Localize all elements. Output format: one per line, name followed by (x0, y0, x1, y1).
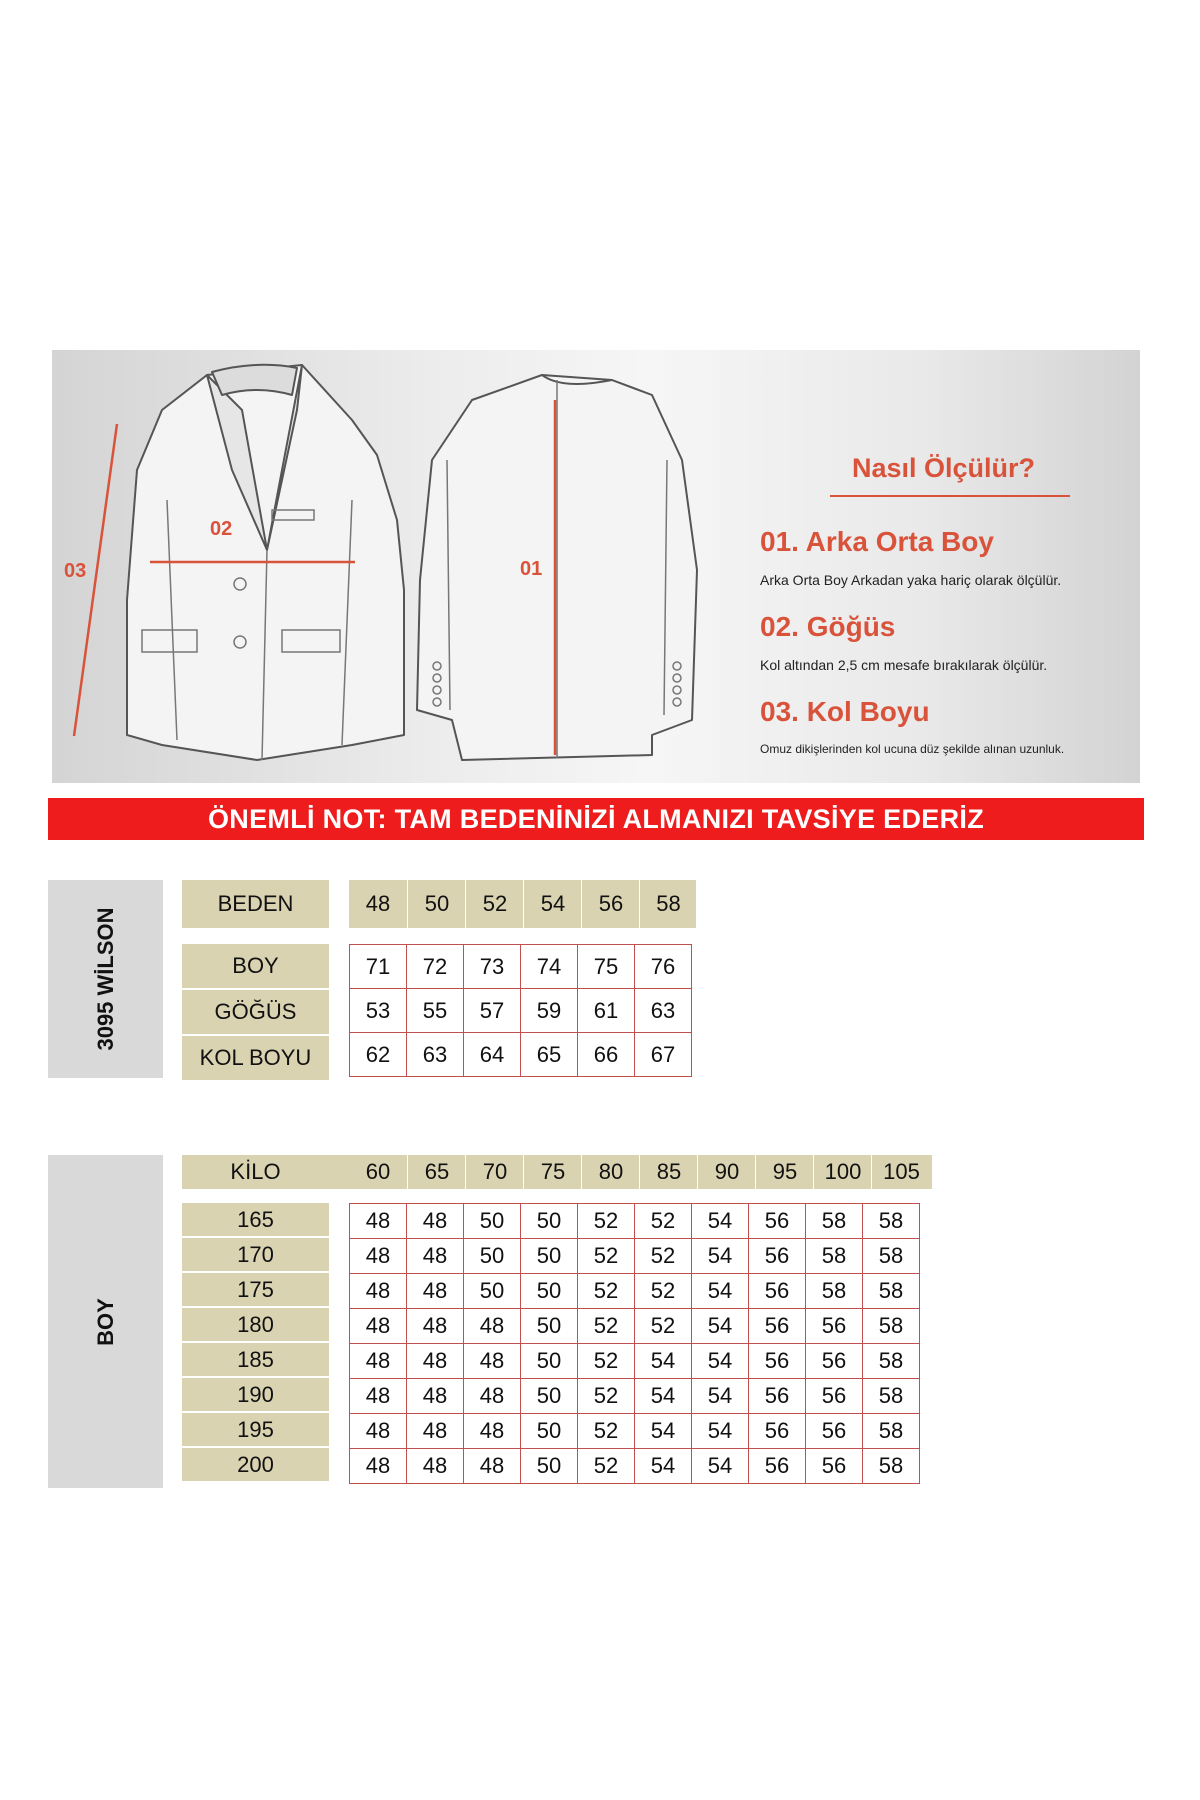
height-row-label: 165 (182, 1203, 329, 1236)
table-cell: 48 (464, 1379, 521, 1414)
table-cell: 57 (464, 989, 521, 1033)
table-cell: 54 (635, 1379, 692, 1414)
table-cell: 50 (464, 1204, 521, 1239)
table-cell: 48 (407, 1449, 464, 1484)
table-cell: 48 (407, 1309, 464, 1344)
table-cell: 54 (692, 1449, 749, 1484)
table-cell: 48 (464, 1414, 521, 1449)
table-row (350, 1033, 692, 1077)
size-header-cell: 58 (639, 880, 697, 928)
table-cell: 50 (521, 1379, 578, 1414)
table-cell: 59 (521, 989, 578, 1033)
step-3-title: 03. Kol Boyu (760, 696, 930, 727)
table-cell: 50 (521, 1449, 578, 1484)
table-cell: 56 (749, 1204, 806, 1239)
table-cell: 58 (863, 1309, 920, 1344)
table-cell: 52 (578, 1204, 635, 1239)
table-cell: 58 (863, 1274, 920, 1309)
table-cell: 56 (749, 1239, 806, 1274)
table-cell: 56 (806, 1414, 863, 1449)
table-cell: 56 (806, 1309, 863, 1344)
size-header-cell: 54 (523, 880, 582, 928)
table-cell: 56 (749, 1414, 806, 1449)
table-cell: 54 (692, 1204, 749, 1239)
size-header-cell: 50 (407, 880, 466, 928)
step-2-title: 02. Göğüs (760, 611, 896, 642)
step-1-desc: Arka Orta Boy Arkadan yaka hariç olarak ölçülür. (760, 572, 1062, 588)
weight-header-cell: 100 (813, 1155, 872, 1189)
table-cell: 48 (464, 1344, 521, 1379)
table-cell: 58 (863, 1204, 920, 1239)
table-row (350, 1204, 920, 1239)
table-cell: 54 (635, 1414, 692, 1449)
table-cell: 52 (635, 1309, 692, 1344)
table-cell: 54 (692, 1239, 749, 1274)
table-cell: 54 (692, 1274, 749, 1309)
table-cell: 53 (350, 989, 407, 1033)
measurement-guide (52, 350, 1140, 783)
table-row (350, 989, 692, 1033)
table-cell: 50 (521, 1309, 578, 1344)
table-cell: 50 (521, 1239, 578, 1274)
table-cell: 56 (806, 1344, 863, 1379)
step-2-desc: Kol altından 2,5 cm mesafe bırakılarak ölçülür. (760, 657, 1048, 673)
table-cell: 48 (350, 1274, 407, 1309)
table-cell: 62 (350, 1033, 407, 1077)
table-cell: 72 (407, 945, 464, 989)
height-row-label: 190 (182, 1378, 329, 1411)
height-row-label: 170 (182, 1238, 329, 1271)
weight-header-label-cell (182, 1155, 349, 1189)
table-cell: 76 (635, 945, 692, 989)
weight-header-cell: 65 (407, 1155, 466, 1189)
weight-header-cell: 85 (639, 1155, 698, 1189)
table-cell: 48 (407, 1274, 464, 1309)
table-cell: 56 (806, 1449, 863, 1484)
height-row-label: 195 (182, 1413, 329, 1446)
table-cell: 48 (407, 1204, 464, 1239)
title-underline (830, 495, 1070, 497)
table-cell: 64 (464, 1033, 521, 1077)
model-name: 3095 WİLSON (92, 907, 118, 1051)
size-measurement-grid (349, 944, 692, 1077)
weight-header-cell: 60 (365, 1159, 391, 1184)
table-cell: 50 (521, 1204, 578, 1239)
label-02: 02 (210, 518, 233, 540)
table-cell: 54 (692, 1309, 749, 1344)
table-cell: 48 (407, 1414, 464, 1449)
table-cell: 56 (749, 1309, 806, 1344)
size-header-cell: 56 (581, 880, 640, 928)
table-cell: 50 (464, 1274, 521, 1309)
table-cell: 52 (635, 1274, 692, 1309)
table-cell: 58 (863, 1449, 920, 1484)
table-row (350, 1344, 920, 1379)
weight-size-grid (349, 1203, 920, 1484)
table-cell: 71 (350, 945, 407, 989)
table-cell: 48 (350, 1379, 407, 1414)
table-cell: 48 (407, 1379, 464, 1414)
size-header-label: BEDEN (217, 891, 294, 916)
table-cell: 48 (464, 1449, 521, 1484)
table-row (350, 1379, 920, 1414)
table-row (350, 1274, 920, 1309)
table-cell: 48 (350, 1344, 407, 1379)
size-header-row (349, 880, 696, 928)
weight-header-cell: 105 (871, 1155, 931, 1189)
height-row-label: 200 (182, 1448, 329, 1481)
table-cell: 52 (578, 1274, 635, 1309)
weight-header-cell: 90 (697, 1155, 756, 1189)
table-cell: 48 (407, 1239, 464, 1274)
weight-header-cell: 75 (523, 1155, 582, 1189)
table-cell: 48 (350, 1449, 407, 1484)
height-row-label: 185 (182, 1343, 329, 1376)
table-cell: 52 (578, 1309, 635, 1344)
label-03: 03 (64, 560, 87, 582)
table-cell: 56 (749, 1379, 806, 1414)
table-cell: 65 (521, 1033, 578, 1077)
height-side-label (48, 1155, 163, 1488)
table-cell: 48 (350, 1309, 407, 1344)
table-cell: 48 (464, 1309, 521, 1344)
table-cell: 52 (578, 1379, 635, 1414)
table-row (350, 1414, 920, 1449)
table-cell: 74 (521, 945, 578, 989)
table-cell: 48 (350, 1204, 407, 1239)
row-label-boy: BOY (182, 944, 329, 988)
size-header-label-cell (182, 880, 329, 928)
table-cell: 63 (407, 1033, 464, 1077)
table-cell: 56 (749, 1274, 806, 1309)
weight-header-cell: 70 (465, 1155, 524, 1189)
table-cell: 48 (407, 1344, 464, 1379)
table-cell: 50 (521, 1414, 578, 1449)
table-cell: 58 (863, 1379, 920, 1414)
table-row (350, 1239, 920, 1274)
table-cell: 54 (635, 1344, 692, 1379)
table-cell: 48 (350, 1414, 407, 1449)
table-cell: 52 (578, 1344, 635, 1379)
table-cell: 54 (692, 1379, 749, 1414)
height-row-label: 175 (182, 1273, 329, 1306)
table-cell: 58 (863, 1239, 920, 1274)
table-cell: 58 (863, 1414, 920, 1449)
table-row (350, 945, 692, 989)
table-cell: 54 (635, 1449, 692, 1484)
table-cell: 66 (578, 1033, 635, 1077)
table-cell: 58 (863, 1344, 920, 1379)
table-cell: 52 (635, 1239, 692, 1274)
weight-header-cell: 95 (755, 1155, 814, 1189)
weight-header-label: KİLO (230, 1159, 281, 1184)
table-cell: 75 (578, 945, 635, 989)
height-row-label: 180 (182, 1308, 329, 1341)
row-label-kol-boyu: KOL BOYU (182, 1036, 329, 1080)
table-row (350, 1309, 920, 1344)
table-cell: 63 (635, 989, 692, 1033)
weight-header-row (349, 1155, 932, 1189)
table-cell: 61 (578, 989, 635, 1033)
row-label-gogus: GÖĞÜS (182, 990, 329, 1034)
table-cell: 52 (578, 1414, 635, 1449)
jacket-illustration (52, 350, 1140, 783)
table-cell: 48 (350, 1239, 407, 1274)
size-header-cell: 48 (365, 891, 391, 916)
table-cell: 50 (521, 1344, 578, 1379)
table-cell: 58 (806, 1239, 863, 1274)
step-1-title: 01. Arka Orta Boy (760, 526, 994, 557)
table-cell: 52 (635, 1204, 692, 1239)
label-01: 01 (520, 558, 543, 580)
table-cell: 67 (635, 1033, 692, 1077)
table-cell: 56 (749, 1449, 806, 1484)
size-header-cell: 52 (465, 880, 524, 928)
table-row (350, 1449, 920, 1484)
table-cell: 56 (806, 1379, 863, 1414)
table-cell: 54 (692, 1414, 749, 1449)
table-cell: 52 (578, 1449, 635, 1484)
model-side-label (48, 880, 163, 1078)
table-cell: 56 (749, 1344, 806, 1379)
table-cell: 54 (692, 1344, 749, 1379)
important-note-banner: ÖNEMLİ NOT: TAM BEDENİNİZİ ALMANIZI TAVSİYE EDERİZ (48, 798, 1144, 840)
weight-header-cell: 80 (581, 1155, 640, 1189)
table-cell: 58 (806, 1204, 863, 1239)
table-cell: 58 (806, 1274, 863, 1309)
table-cell: 50 (521, 1274, 578, 1309)
height-axis-label: BOY (92, 1297, 118, 1346)
table-cell: 73 (464, 945, 521, 989)
table-cell: 52 (578, 1239, 635, 1274)
step-3-desc: Omuz dikişlerinden kol ucuna düz şekilde alınan uzunluk. (760, 742, 1065, 756)
table-cell: 50 (464, 1239, 521, 1274)
table-cell: 55 (407, 989, 464, 1033)
how-to-measure-title: Nasıl Ölçülür? (852, 453, 1036, 483)
